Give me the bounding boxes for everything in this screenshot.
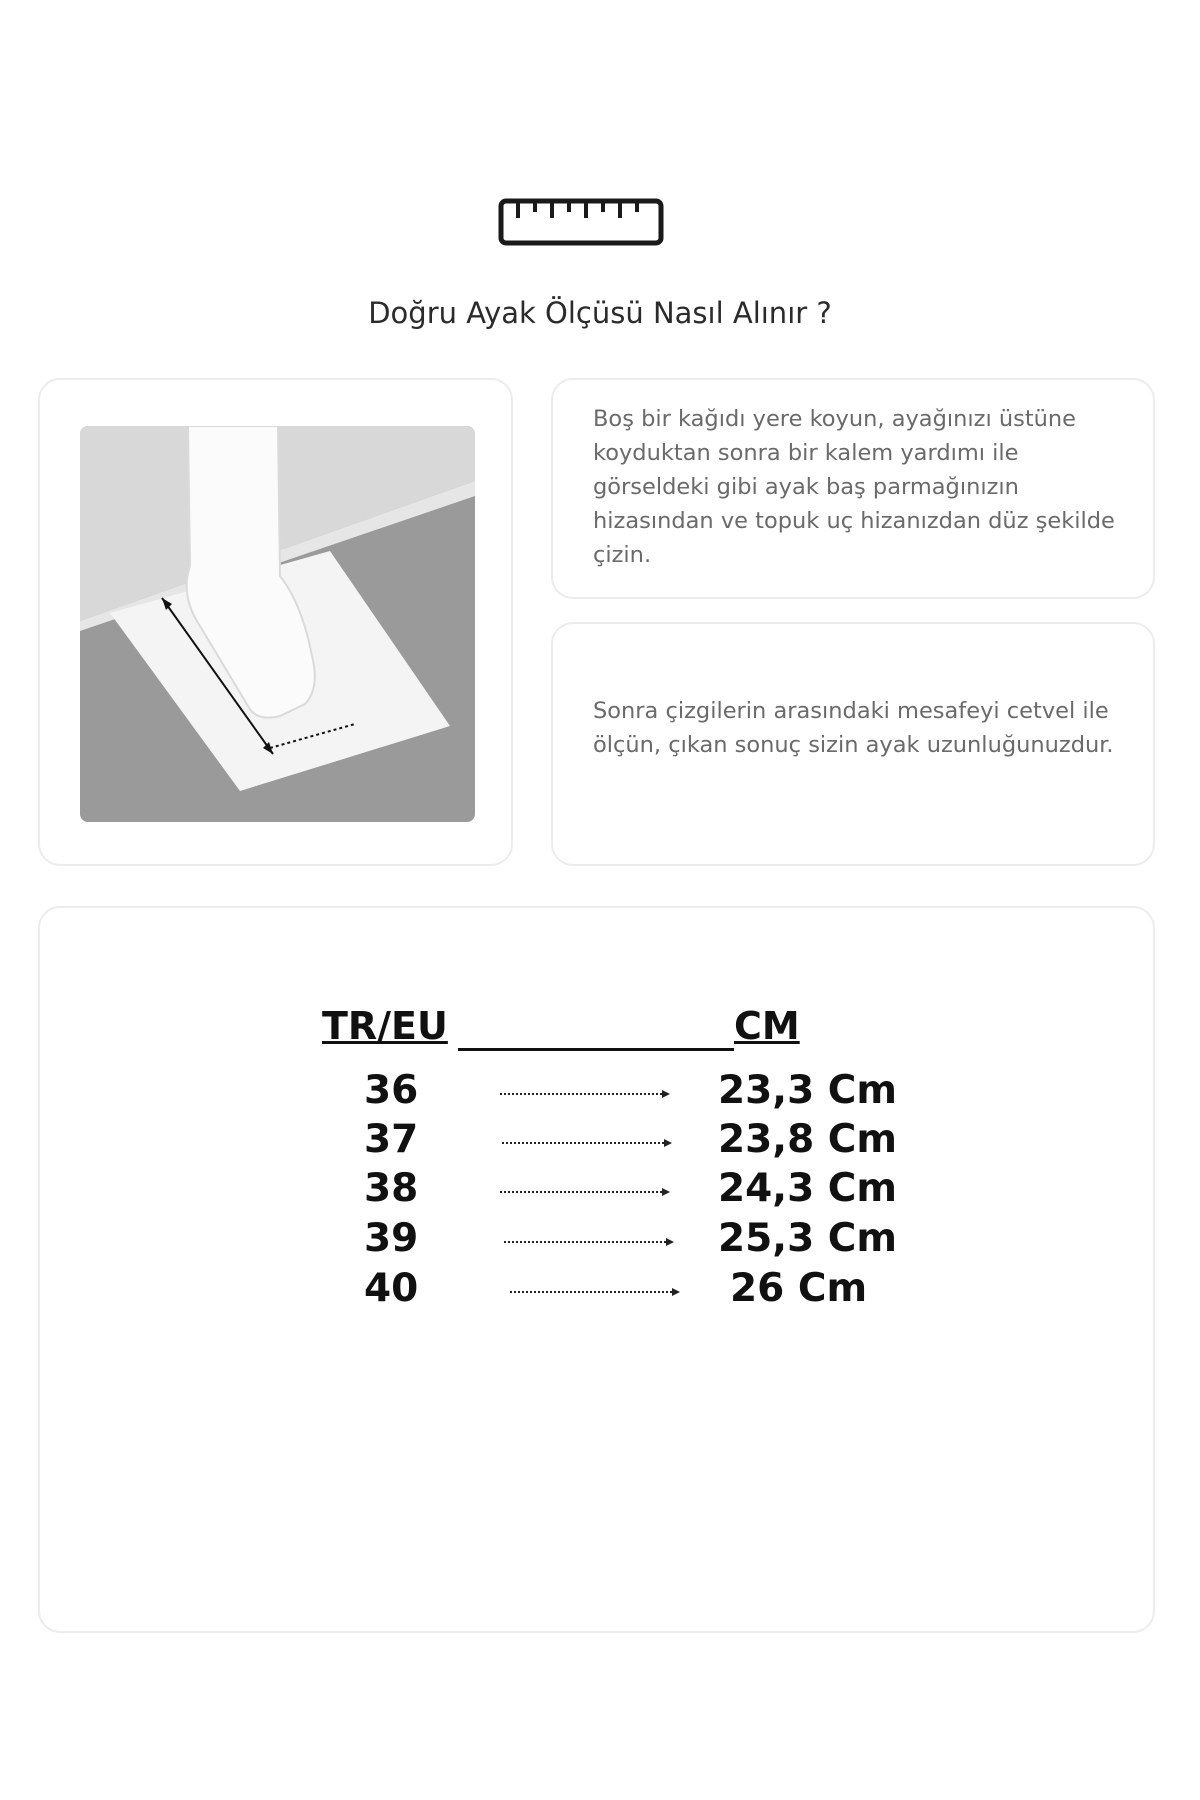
size-row [0, 1066, 1200, 1116]
cm-value: 23,8 Cm [718, 1117, 898, 1162]
size-row [0, 1214, 1200, 1264]
size-value: 38 [364, 1166, 419, 1211]
header-underline [458, 1048, 734, 1051]
size-value: 40 [364, 1266, 419, 1311]
instruction-card-step-1 [551, 378, 1155, 599]
dotted-arrow-icon [510, 1287, 680, 1297]
dotted-arrow-icon [502, 1138, 672, 1148]
cm-value: 23,3 Cm [718, 1068, 898, 1113]
illustration-card [38, 378, 513, 866]
size-row [0, 1264, 1200, 1314]
page-title: Doğru Ayak Ölçüsü Nasıl Alınır ? [368, 296, 832, 330]
ruler-icon [498, 198, 664, 246]
dotted-arrow-icon [500, 1187, 670, 1197]
instruction-card-step-2 [551, 622, 1155, 866]
cm-value: 26 Cm [730, 1266, 868, 1311]
foot-measure-illustration [80, 426, 475, 822]
dotted-arrow-icon [500, 1089, 670, 1099]
dotted-arrow-icon [504, 1237, 674, 1247]
instruction-text-step-1: Boş bir kağıdı yere koyun, ayağınızı üstüne koyduktan sonra bir kalem yardımı ile görseldeki gibi ayak baş parmağınızın hizasından ve topuk uç hizanızdan düz şekilde çizin. [593, 406, 1115, 568]
instruction-text-step-2: Sonra çizgilerin arasındaki mesafeyi cetvel ile ölçün, çıkan sonuç sizin ayak uzunluğunuzdur. [593, 698, 1114, 758]
cm-value: 24,3 Cm [718, 1166, 898, 1211]
size-value: 39 [364, 1216, 419, 1261]
cm-column-header: CM [734, 1004, 800, 1048]
size-row [0, 1164, 1200, 1214]
size-column-header: TR/EU [322, 1004, 448, 1048]
size-row [0, 1115, 1200, 1165]
size-value: 37 [364, 1117, 419, 1162]
cm-value: 25,3 Cm [718, 1216, 898, 1261]
size-value: 36 [364, 1068, 419, 1113]
